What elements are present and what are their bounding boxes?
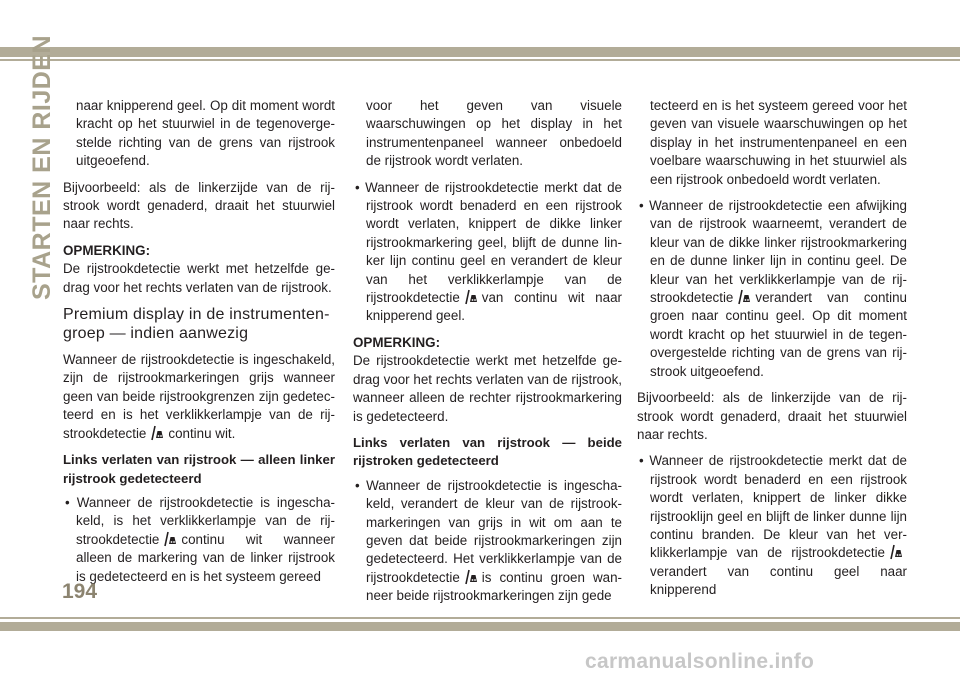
subheading-both-lanes: Links verlaten van rijstrook — beide rijstroken gedetecteerd — [353, 434, 622, 469]
bullet-text-a: • Wanneer de rijstrookdetectie is ingeschakeld, is het verklikkerlampje van de rijstrookdetectie — [65, 494, 335, 547]
lane-detection-icon — [888, 544, 905, 560]
bullet-text-b: verandert van continu geel naar knipperend — [650, 563, 907, 598]
bullet-item — [63, 494, 335, 586]
lane-detection-icon — [463, 569, 480, 585]
note-heading: OPMERKING: — [353, 334, 441, 350]
watermark-text: carmanualsonline.info — [585, 650, 815, 673]
bottom-decor-line — [0, 617, 960, 619]
bullet-text-a: • Wanneer de rijstrookdetectie een afwijking van de rijstrook waarneemt, verandert de kleur van de dikke linker rijstrookmarkering en de dunne linker lijn in continu geel. De kleur van het verklikkerlampje van de rijstrookdetectie — [639, 198, 907, 306]
paragraph-intro-a: Wanneer de rijstrookdetectie is ingeschakeld, zijn de rijstrookmarkeringen grijs wanneer geen van beide rijstrookgrenzen zijn gedetecteerd en is het verklikkerlampje van de rijstrookdetectie — [63, 352, 335, 441]
lane-detection-icon — [162, 531, 179, 547]
bullet-text-b: verandert van continu groen naar continu geel. Op dit moment wordt kracht op het stuurwiel in de tegenovergestelde richting van de grens van rijstrook uitgeoefend. — [650, 290, 907, 379]
bullet-item — [637, 452, 907, 599]
bottom-decor-band — [0, 622, 960, 631]
top-decor-line — [0, 59, 960, 61]
bullet-text-b: is continu groen wanneer beide rijstrookmarkeringen zijn gede — [366, 569, 622, 604]
note-text: De rijstrookdetectie werkt met hetzelfde gedrag voor het rechts verlaten van de rijstrook. — [63, 261, 335, 295]
bullet-text-b: continu wit wanneer alleen de markering van de linker rijstrook is gedetecteerd en is het systeem gereed — [76, 531, 335, 584]
paragraph-continuation: voor het geven van visuele waarschuwingen op het display in het instrumentenpaneel wanneer onbedoeld de rijstrook wordt verlaten. — [366, 98, 622, 169]
bullet-item — [353, 477, 622, 606]
bullet-text-a: • Wanneer de rijstrookdetectie is ingeschakeld, verandert de kleur van de rijstrookmarkeringen van grijs in wit om aan te geven dat beide rijstrookmarkeringen zijn gedetecteerd. Het verklikkerlampje van de rijstrookdetectie — [355, 477, 622, 585]
chapter-side-label: STARTEN EN RIJDEN — [28, 34, 56, 300]
bullet-item — [637, 197, 907, 381]
section-title: Premium display in de instrumentengroep — indien aanwezig — [63, 306, 330, 343]
bullet-text-b: van continu wit naar knipperend geel. — [366, 290, 622, 324]
lane-detection-icon — [149, 425, 166, 441]
lane-detection-icon — [736, 289, 753, 305]
top-decor-band — [0, 47, 960, 57]
text-column-1 — [63, 97, 335, 594]
paragraph-continuation: tecteerd en is het systeem gereed voor het geven van visuele waarschuwingen op het display in het instrumentenpaneel en een voelbare waarschuwing in het stuurwiel als een rijstrook onbedoeld wordt verlaten. — [650, 98, 907, 187]
subheading-left-only: Links verlaten van rijstrook — alleen linker rijstrook gedetecteerd — [63, 452, 335, 486]
text-column-3 — [637, 97, 907, 608]
bullet-item — [353, 179, 622, 326]
paragraph-continuation: naar knipperend geel. Op dit moment wordt kracht op het stuurwiel in de tegenovergestelde richting van de grens van rijstrook uitgeoefend. — [76, 98, 335, 169]
paragraph-intro — [63, 351, 335, 443]
page-number: 194 — [62, 580, 98, 603]
bullet-text-a: • Wanneer de rijstrookdetectie merkt dat de rijstrook wordt benaderd en een rijstrook wordt verlaten, knippert de linker dikke rijstrooklijn geel en blijft de linker dunne lijn continu branden. De kleur van het verklikkerlampje van de rijstrookdetectie — [639, 453, 907, 561]
paragraph-example: Bijvoorbeeld: als de linkerzijde van de rijstrook wordt genaderd, draait het stuurwiel naar rechts. — [63, 179, 335, 232]
lane-detection-icon — [463, 289, 480, 305]
note-text: De rijstrookdetectie werkt met hetzelfde gedrag voor het rechts verlaten van de rijstrook, wanneer alleen de rechter rijstrookmarkering is gedetecteerd. — [353, 353, 622, 424]
paragraph-intro-b: continu wit. — [168, 425, 236, 441]
bullet-text-a: • Wanneer de rijstrookdetectie merkt dat de rijstrook wordt benaderd en een rijstrook wordt verlaten, knippert de dikke linker rijstrookmarkering geel, blijft de dunne linker lijn continu geel en verandert de kleur van het verklikkerlampje van de rijstrookdetectie — [355, 179, 622, 306]
paragraph-example: Bijvoorbeeld: als de linkerzijde van de rijstrook wordt genaderd, draait het stuurwiel naar rechts. — [637, 390, 907, 442]
text-column-2 — [353, 97, 622, 614]
note-heading: OPMERKING: — [63, 242, 151, 258]
